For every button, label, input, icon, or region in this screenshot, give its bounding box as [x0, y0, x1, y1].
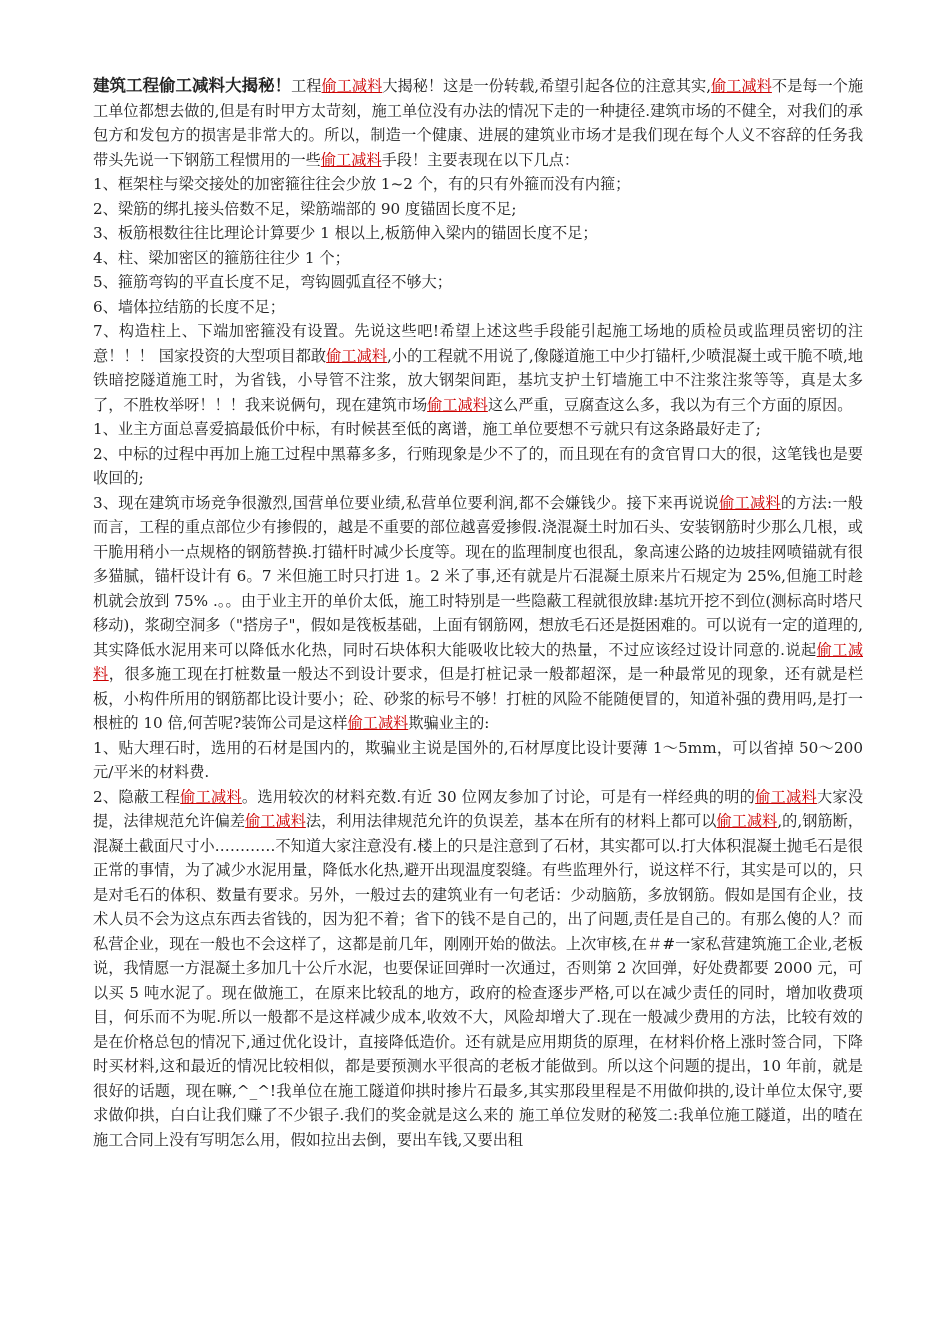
- keyword-link[interactable]: 偷工减料: [716, 812, 778, 830]
- keyword-link[interactable]: 偷工减料: [245, 812, 306, 830]
- paragraph-text: 欺骗业主的:: [408, 714, 490, 732]
- paragraph-text: ，很多施工现在打桩数量一般达不到设计要求，但是打桩记录一般都超深，是一种最常见的现象，还有就是栏板，小构件所用的钢筋都比设计要小；砼、砂浆的标号不够！打桩的风险不能随便冒的，知道补强的费用吗,是打一根桩的 10 倍,何苦呢?装饰公司是这样: [93, 665, 864, 732]
- paragraph-text: 1、贴大理石时，选用的石材是国内的，欺骗业主说是国外的,石材厚度比设计要薄 1～5mm，可以省掉 50～200 元/平米的材料费.: [93, 738, 863, 781]
- paragraph-text: 7、构造柱上、下端加密箍没有设置。先说这些吧!希望上述这些手段能引起施工场地的质检员或监理员密切的注意！！！ 国家投资的大型项目都敢: [93, 322, 863, 365]
- paragraph-text: 这么严重，豆腐查这么多，我以为有三个方面的原因。: [487, 395, 853, 414]
- document-body: [93, 74, 863, 1152]
- keyword-link[interactable]: 偷工减料: [719, 493, 781, 512]
- paragraph-text: 法，利用法律规范允许的负误差，基本在所有的材料上都可以: [305, 812, 717, 830]
- paragraph-text: 2、隐蔽工程: [93, 787, 181, 806]
- paragraph: [93, 491, 863, 736]
- paragraph: [93, 785, 863, 1153]
- paragraph-text: 3、板筋根数往往比理论计算要少 1 根以上,板筋伸入梁内的锚固长度不足；: [93, 224, 598, 242]
- keyword-link[interactable]: 偷工减料: [93, 640, 864, 683]
- keyword-link[interactable]: 偷工减料: [347, 714, 409, 732]
- paragraph-text: 的方法:一般而言，工程的重点部位少有掺假的，越是不重要的部位越喜爱掺假.浇混凝土时加石头、安装钢筋时少那么几根，或干脆用稍小一点规格的钢筋替换.打锚杆时减少长度等。现在的监理制度也很乱，象高速公路的边坡挂网喷锚就有很多猫腻，锚杆设计有 6。7 米但施工时只打进 1。2 米了事,还有就是片石混凝土原来片石规定为 25%,但施工时趁机就会放到 75% .。。由于业主开的单价太低，施工时特别是一些隐蔽工程就很放肆:基坑开挖不到位(测标高时塔尺移动)，浆砌空洞多（"搭房子"，假如是筏板基础，上面有钢筋网，想放毛石还是挺困难的。可以说有一定的道理的,其实降低水泥用来可以降低水化热，同时石块体积大能吸收比较大的热量，不过应该经过设计同意的.说起: [93, 493, 863, 659]
- document-title: 建筑工程偷工减料大揭秘！: [93, 76, 292, 95]
- paragraph: [93, 197, 863, 222]
- keyword-link[interactable]: 偷工减料: [321, 77, 383, 95]
- paragraph-text: 2、中标的过程中再加上施工过程中黑幕多多，行贿现象是少不了的，而且现在有的贪官胃口大的很，这笔钱也是要收回的;: [93, 444, 863, 487]
- paragraph-text: 工程: [291, 77, 322, 95]
- paragraph: [93, 172, 863, 197]
- paragraph: [93, 319, 863, 417]
- paragraph-text: 6、墙体拉结筋的长度不足；: [93, 297, 285, 316]
- paragraph-text: 。选用较次的材料充数.有近 30 位网友参加了讨论，可是有一样经典的明的: [241, 787, 756, 806]
- keyword-link[interactable]: 偷工减料: [320, 150, 382, 169]
- paragraph-text: ,小的工程就不用说了,像隧道施工中少打锚杆,少喷混凝土或干脆不喷,地铁暗挖隧道施工时，为省钱，小导管不注浆，放大钢架间距，基坑支护土钉墙施工中不注浆注浆等等，真是太多了，不胜枚举呀！！！我来说俩句，现在建筑市场: [93, 346, 864, 414]
- paragraph: [93, 270, 863, 295]
- paragraph: [93, 221, 863, 246]
- paragraph-text: 1、业主方面总喜爱搞最低价中标，有时候甚至低的离谱，施工单位要想不亏就只有这条路最好走了;: [93, 420, 761, 438]
- paragraph: [93, 442, 863, 491]
- paragraph-text: ,的,钢筋断，混凝土截面尺寸小…………不知道大家注意没有.楼上的只是注意到了石材，其实都可以.打大体积混凝土抛毛石是很正常的事情，为了减少水泥用量，降低水化热,避开出现温度裂缝。有些监理外行，说这样不行，其实是可以的，只是对毛石的体积、数量有要求。另外，一般过去的建筑业有一句老话：少动脑筋，多放钢筋。假如是国有企业，技术人员不会为这点东西去省钱的，因为犯不着；省下的钱不是自己的，出了问题,责任是自己的。有那么傻的人？而私营企业，现在一般也不会这样了，这都是前几年，刚刚开始的做法。上次审核,在＃#一家私营建筑施工企业,老板说，我情愿一方混凝土多加几十公斤水泥，也要保证回弹时一次通过，否则第 2 次回弹，好处费都要 2000 元，可以买 5 吨水泥了。现在做施工，在原来比较乱的地方，政府的检查逐步严格,可以在减少责任的同时，增加收费项目，何乐而不为呢.所以一般都不是这样减少成本,收效不大，风险却增大了.现在一般减少费用的方法，比较有效的是在价格总包的情况下,通过优化设计，直接降低造价。还有就是应用期货的原理，在材料价格上涨时签合同，下降时买材料,这和最近的情况比较相似，都是要预测水平很高的老板才能做到。所以这个问题的提出，10 年前，就是很好的话题，现在嘛,^_^!我单位在施工隧道仰拱时掺片石最多,其实那段里程是不用做仰拱的,设计单位太保守,要求做仰拱，白白让我们赚了不少银子.我们的奖金就是这么来的 施工单位发财的秘笈二:我单位施工隧道，出的喳在施工合同上没有写明怎么用，假如拉出去倒，要出车钱,又要出租: [93, 812, 864, 1149]
- paragraph-text: 大揭秘！这是一份转载,希望引起各位的注意其实,: [382, 77, 712, 95]
- keyword-link[interactable]: 偷工减料: [711, 77, 772, 95]
- keyword-link[interactable]: 偷工减料: [326, 346, 388, 365]
- paragraph-text: 手段！主要表现在以下几点：: [381, 150, 579, 169]
- paragraph: [93, 74, 863, 172]
- paragraph: [93, 417, 863, 442]
- paragraph: [93, 736, 863, 785]
- keyword-link[interactable]: 偷工减料: [427, 395, 488, 414]
- keyword-link[interactable]: 偷工减料: [755, 787, 817, 806]
- paragraph-text: 5、箍筋弯钩的平直长度不足，弯钩圆弧直径不够大；: [93, 273, 452, 291]
- paragraph: [93, 246, 863, 271]
- paragraph-text: 4、柱、梁加密区的箍筋往往少 1 个；: [93, 248, 350, 267]
- paragraph-text: 大家没提，法律规范允许偏差: [93, 787, 864, 830]
- paragraph-text: 2、梁筋的绑扎接头倍数不足，梁筋端部的 90 度锚固长度不足;: [93, 199, 517, 218]
- keyword-link[interactable]: 偷工减料: [180, 787, 242, 806]
- paragraph: [93, 295, 863, 320]
- paragraph-text: 不是每一个施工单位都想去做的,但是有时甲方太苛刻，施工单位没有办法的情况下走的一种捷径.建筑市场的不健全，对我们的承包方和发包方的损害是非常大的。所以，制造一个健康、进展的建筑业市场才是我们现在每个人义不容辞的任务我带头先说一下钢筋工程惯用的一些: [93, 77, 864, 169]
- paragraph-text: 3、现在建筑市场竞争很激烈,国营单位要业绩,私营单位要利润,都不会嫌钱少。接下来再说说: [93, 493, 720, 512]
- paragraph-text: 1、框架柱与梁交接处的加密箍往往会少放 1~2 个，有的只有外箍而没有内箍；: [93, 175, 631, 193]
